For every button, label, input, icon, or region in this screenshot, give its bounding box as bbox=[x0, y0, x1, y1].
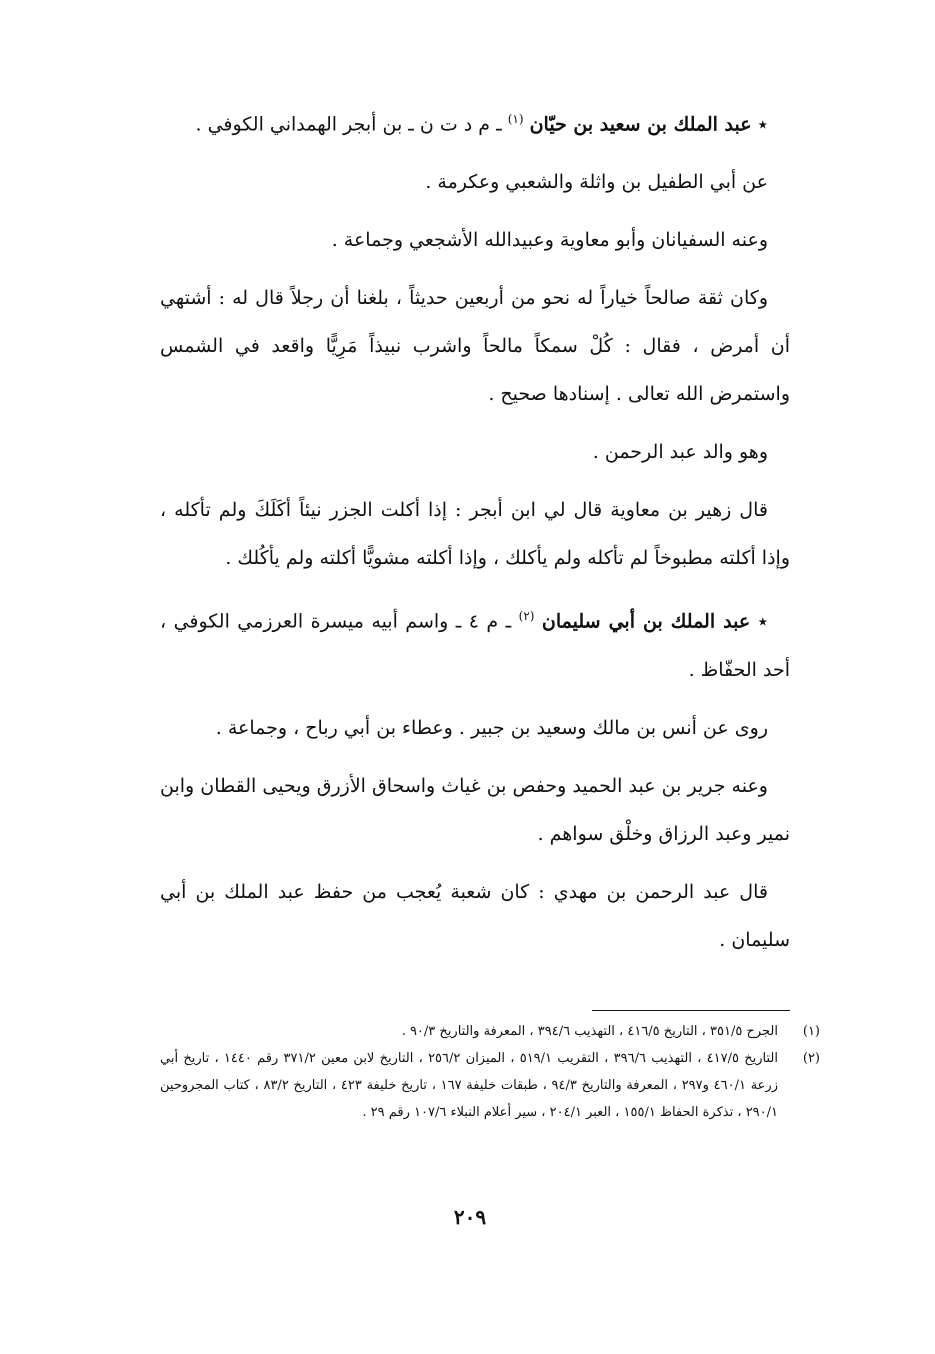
footnote-text: الجرح ٣٥١/٥ ، التاريخ ٤١٦/٥ ، التهذيب ٣٩٤/٦ ، المعرفة والتاريخ ٩٠/٣ . bbox=[401, 1024, 778, 1039]
narrators-from-him: وعنه السفيانان وأبو معاوية وعبيدالله الأشجعي وجماعة . bbox=[331, 229, 768, 252]
page-number: ٢٠٩ bbox=[453, 1205, 487, 1229]
footnote-ref: (٢) bbox=[518, 609, 535, 624]
ibn-mahdi-quote: قال عبد الرحمن بن مهدي : كان شعبة يُعجب من حفظ عبد الملك بن أبي سليمان . bbox=[160, 880, 790, 951]
entry-description: ـ م د ت ن ـ بن أبجر الهمداني الكوفي . bbox=[195, 113, 502, 136]
entry-abd-al-malik-ibn-said bbox=[160, 95, 790, 148]
entry-name: عبد الملك بن سعيد بن حيّان bbox=[529, 113, 752, 136]
father-of-paragraph: وهو والد عبد الرحمن . bbox=[592, 441, 768, 464]
narrated-from-2: روى عن أنس بن مالك وسعيد بن جبير . وعطاء بن أبي رباح ، وجماعة . bbox=[215, 716, 768, 739]
main-text bbox=[160, 95, 790, 974]
entry-marker: ٭ bbox=[757, 113, 768, 136]
entry-name: عبد الملك بن أبي سليمان bbox=[541, 610, 751, 633]
footnote bbox=[160, 1018, 820, 1045]
narrated-from: عن أبي الطفيل بن واثلة والشعبي وعكرمة . bbox=[425, 171, 768, 194]
zuhair-quote: قال زهير بن معاوية قال لي ابن أبجر : إذا أكلت الجزر نيئاً أكَلَكَ ولم تأكله ، وإذا أكلته مطبوخاً لم تأكله ولم يأكلك ، وإذا أكلته مشويًّا أكلته ولم يأكُلك . bbox=[160, 499, 790, 570]
footnote-text: التاريخ ٤١٧/٥ ، التهذيب ٣٩٦/٦ ، التقريب ٥١٩/١ ، الميزان ٢٥٦/٢ ، التاريخ لابن معين ٣٧١/٢ رقم ١٤٤٠ ، تاريخ أبي زرعة ٤٦٠/١ و٢٩٧ ، المعرفة والتاريخ ٩٤/٣ ، طبقات خليفة ١٦٧ ، تاريخ خليفة ٤٢٣ ، التاريخ ٨٣/٢ ، كتاب المجروحين ٢٩٠/١ ، تذكرة الحفاظ ١٥٥/١ ، العبر ٢٠٤/١ ، سير أعلام النبلاء ١٠٧/٦ رقم ٢٩ . bbox=[160, 1051, 778, 1120]
footnote-separator bbox=[592, 1010, 790, 1011]
footnote-number: (٢) bbox=[802, 1051, 820, 1066]
narrators-from-him-2: وعنه جرير بن عبد الحميد وحفص بن غياث واسحاق الأزرق ويحيى القطان وابن نمير وعبد الرزاق وخلْق سواهم . bbox=[160, 774, 790, 845]
footnotes bbox=[160, 1018, 820, 1126]
entry-description: ـ م ٤ ـ واسم أبيه ميسرة العرزمي الكوفي ، أحد الحفّاظ . bbox=[160, 610, 790, 681]
footnote bbox=[160, 1045, 820, 1126]
footnote-ref: (١) bbox=[507, 112, 524, 126]
trustworthiness-paragraph: وكان ثقة صالحاً خياراً له نحو من أربعين حديثاً ، بلغنا أن رجلاً قال له : أشتهي أن أمرض ، فقال : كُلْ سمكاً مالحاً واشرب نبيذاً مَرِيًّا واقعد في الشمس واستمرض الله تعالى . إسنادها صحيح . bbox=[160, 287, 790, 406]
entry-marker: ٭ bbox=[757, 610, 768, 633]
footnote-number: (١) bbox=[802, 1024, 820, 1039]
entry-abd-al-malik-ibn-abi-sulayman bbox=[160, 592, 790, 693]
